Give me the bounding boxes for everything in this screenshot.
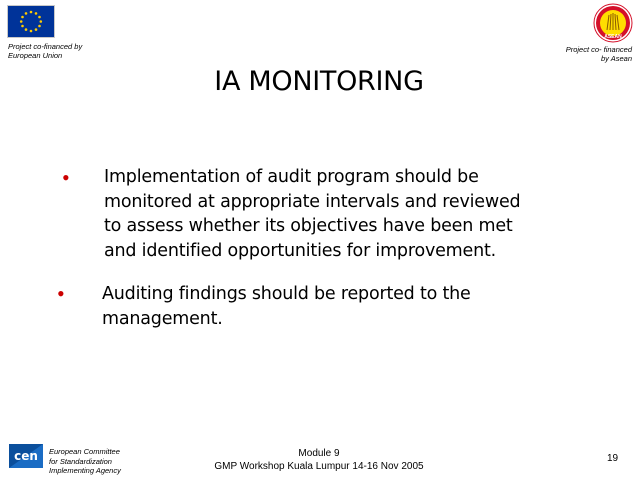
asean-logo [593, 3, 633, 43]
bullet-2-line-1: Auditing findings should be reported to the [102, 284, 471, 304]
asean-caption [566, 45, 632, 63]
eu-caption-line1: Project co-financed by [8, 42, 83, 51]
asean-caption-line1: Project co- financed [565, 45, 632, 54]
cen-caption-line2: for Standardization [49, 456, 112, 466]
bullet-item-2 [102, 282, 572, 331]
bullet-1-line-4: and identified opportunities for improvement. [104, 240, 497, 261]
eu-flag-logo [7, 5, 55, 38]
bullet-icon: • [62, 165, 70, 190]
asean-caption-line2: by Asean [601, 54, 632, 63]
bullet-icon: • [57, 281, 65, 306]
eu-stars-icon [8, 6, 54, 37]
eu-caption [8, 42, 82, 60]
asean-logo-text: ASEAN [604, 34, 622, 40]
page-number: 19 [607, 453, 619, 464]
cen-logo-text: cen [14, 449, 38, 463]
bullet-1-line-3: to assess whether its objectives have been met [104, 216, 513, 236]
footer-module: Module 9 [298, 448, 340, 459]
bullet-2-line-2: management. [102, 308, 223, 329]
slide-title: IA MONITORING [214, 66, 424, 97]
bullet-item-1 [104, 165, 574, 263]
footer-center [0, 447, 638, 473]
footer-workshop: GMP Workshop Kuala Lumpur 14-16 Nov 2005 [214, 461, 424, 472]
bullet-1-line-2: monitored at appropriate intervals and reviewed [104, 191, 521, 212]
bullet-1-line-1: Implementation of audit program should be [104, 167, 479, 187]
asean-emblem-icon [593, 3, 633, 43]
cen-caption-line1: European Committee [49, 447, 120, 456]
cen-caption-line3: Implementing Agency [49, 466, 121, 475]
eu-caption-line2: European Union [8, 51, 63, 60]
